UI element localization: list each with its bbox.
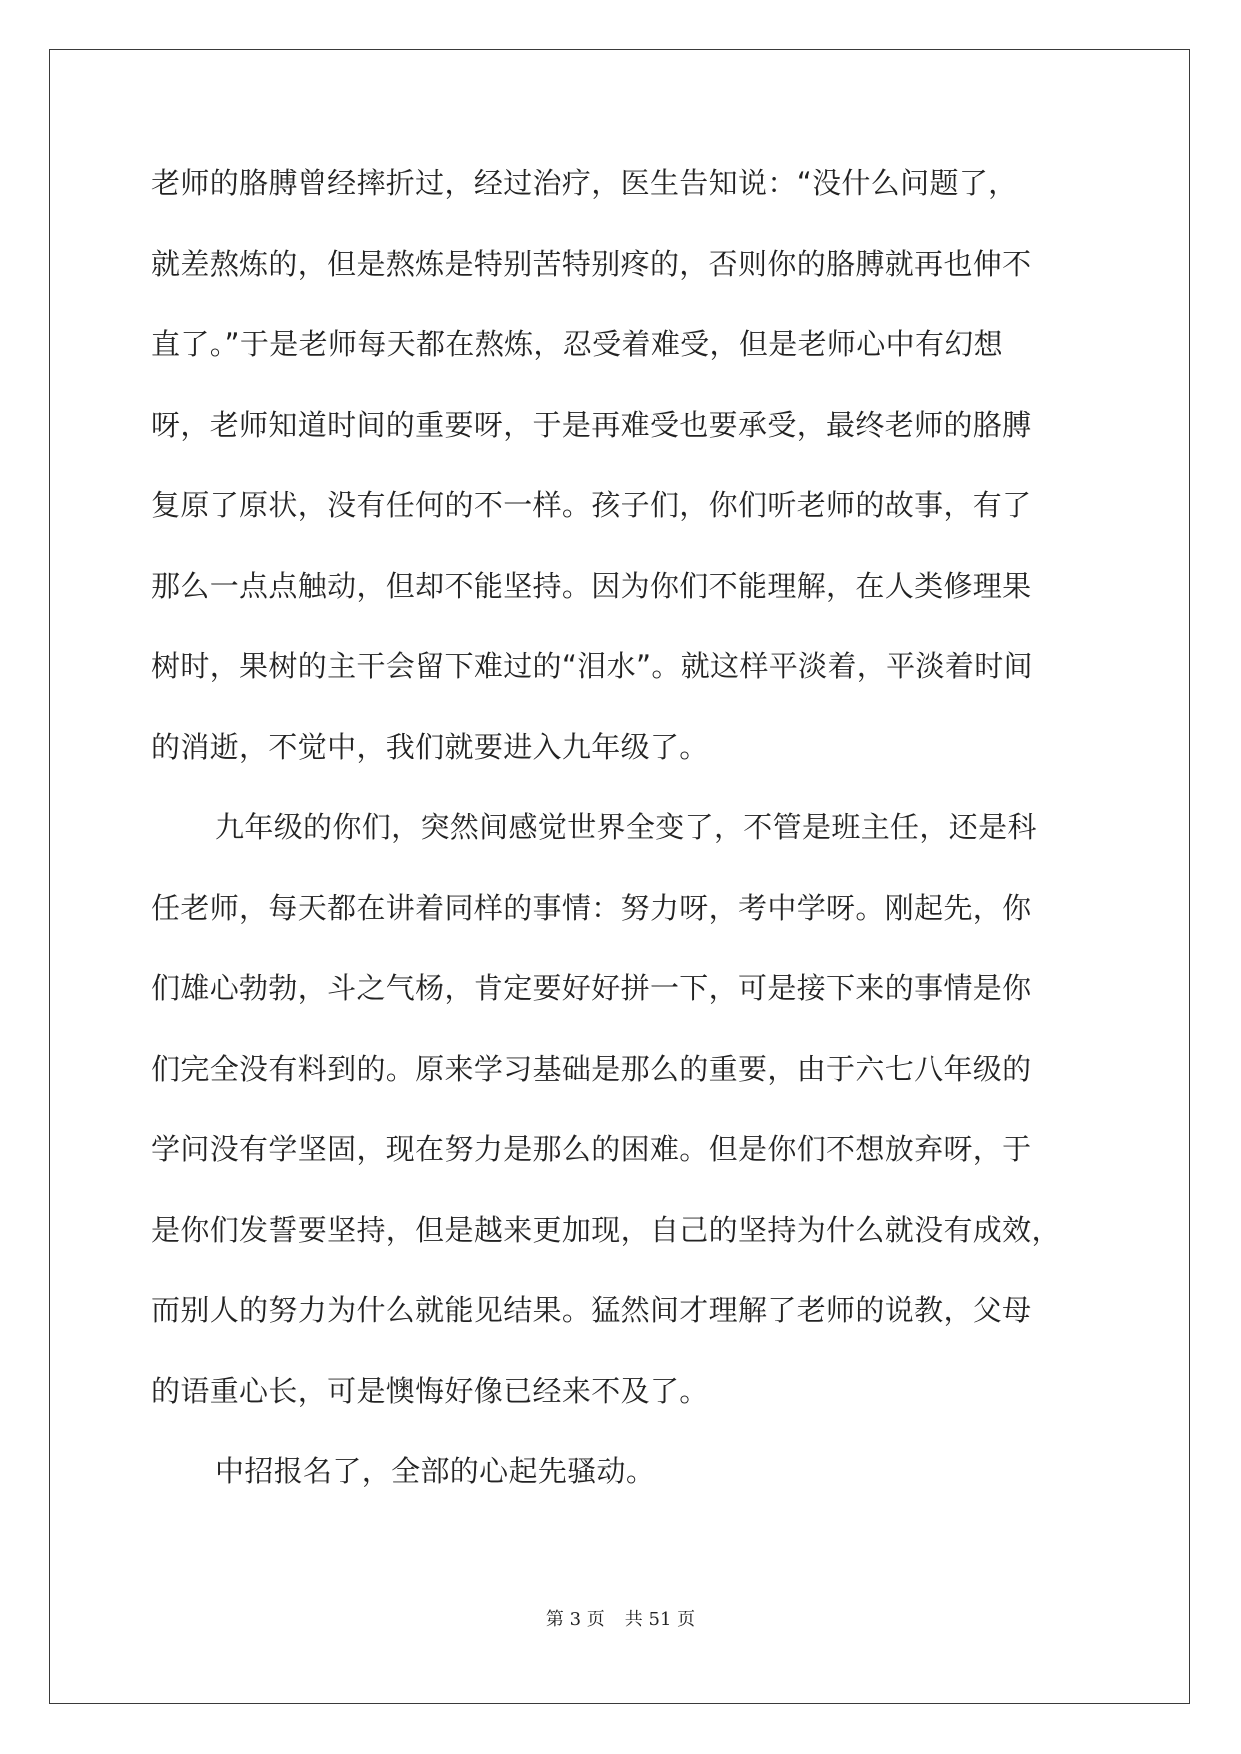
text-line: 学问没有学坚固，现在努力是那么的困难。但是你们不想放弃呀，于 <box>151 1132 1032 1166</box>
text-line: 呀，老师知道时间的重要呀，于是再难受也要承受，最终老师的胳膊 <box>151 407 1032 442</box>
text-line: 直了。”于是老师每天都在熬炼，忍受着难受，但是老师心中有幻想 <box>151 327 1004 361</box>
text-line: 是你们发誓要坚持，但是越来更加现，自己的坚持为什么就没有成效， <box>151 1212 1061 1247</box>
paragraph <box>151 1451 1091 1491</box>
page-footer <box>0 1605 1241 1631</box>
text-line: 树时，果树的主干会留下难过的“泪水”。就这样平淡着，平淡着时间 <box>151 649 1033 683</box>
document-body <box>151 163 1091 1532</box>
text-line: 九年级的你们，突然间感觉世界全变了，不管是班主任，还是科 <box>215 810 1037 844</box>
text-line: 老师的胳膊曾经摔折过，经过治疗，医生告知说：“没什么问题了， <box>151 166 1018 200</box>
page-number: 第 3 页 <box>545 1609 605 1630</box>
text-line: 的消逝，不觉中，我们就要进入九年级了。 <box>151 729 709 764</box>
paragraph <box>151 163 1091 767</box>
text-line: 们完全没有料到的。原来学习基础是那么的重要，由于六七八年级的 <box>151 1051 1032 1086</box>
paragraph <box>151 807 1091 1411</box>
text-line: 就差熬炼的，但是熬炼是特别苦特别疼的，否则你的胳膊就再也伸不 <box>151 246 1032 281</box>
text-line: 的语重心长，可是懊悔好像已经来不及了。 <box>151 1373 709 1408</box>
page-total: 共 51 页 <box>624 1609 696 1630</box>
text-line: 中招报名了，全部的心起先骚动。 <box>215 1454 656 1488</box>
text-line: 而别人的努力为什么就能见结果。猛然间才理解了老师的说教，父母 <box>151 1293 1032 1327</box>
text-line: 复原了原状，没有任何的不一样。孩子们，你们听老师的故事，有了 <box>151 488 1032 522</box>
text-line: 那么一点点触动，但却不能坚持。因为你们不能理解，在人类修理果 <box>151 568 1032 603</box>
text-line: 任老师，每天都在讲着同样的事情：努力呀，考中学呀。刚起先，你 <box>151 890 1032 925</box>
text-line: 们雄心勃勃，斗之气杨，肯定要好好拼一下，可是接下来的事情是你 <box>151 971 1032 1005</box>
